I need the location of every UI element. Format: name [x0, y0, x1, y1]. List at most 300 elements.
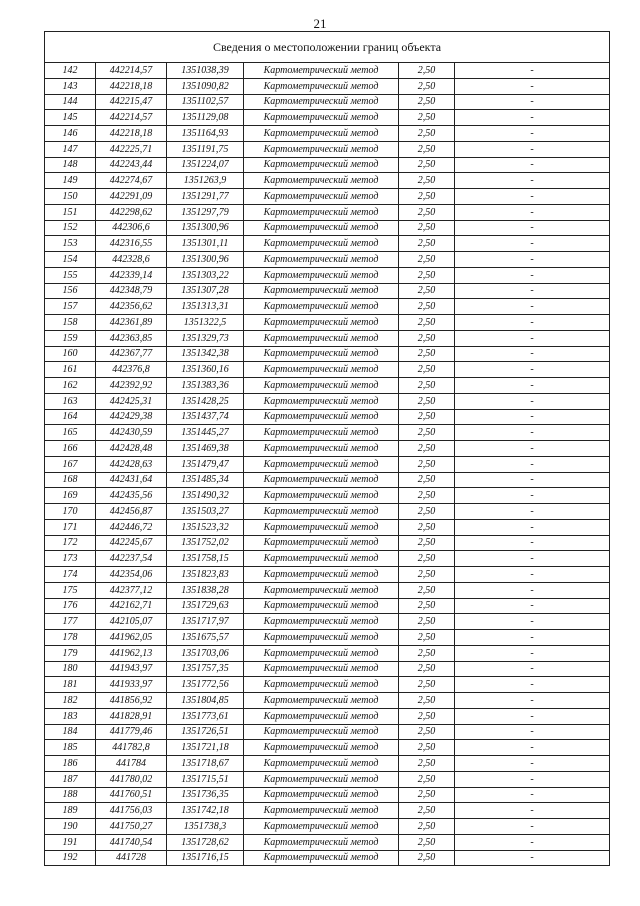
x-coordinate-cell: 442291,09: [96, 189, 167, 205]
x-coordinate-cell: 441856,92: [96, 693, 167, 709]
accuracy-cell: 2,50: [399, 598, 455, 614]
method-cell: Картометрический метод: [244, 378, 399, 394]
point-number-cell: 155: [45, 267, 96, 283]
table-row: [45, 252, 610, 268]
x-coordinate-cell: 442429,38: [96, 409, 167, 425]
description-cell: -: [455, 267, 610, 283]
accuracy-cell: 2,50: [399, 472, 455, 488]
x-coordinate-cell: 442237,54: [96, 551, 167, 567]
point-number-cell: 182: [45, 693, 96, 709]
point-number-cell: 192: [45, 850, 96, 866]
y-coordinate-cell: 1351729,63: [167, 598, 244, 614]
method-cell: Картометрический метод: [244, 819, 399, 835]
x-coordinate-cell: 442356,62: [96, 299, 167, 315]
table-row: [45, 803, 610, 819]
y-coordinate-cell: 1351752,02: [167, 535, 244, 551]
point-number-cell: 187: [45, 771, 96, 787]
table-row: [45, 236, 610, 252]
method-cell: Картометрический метод: [244, 614, 399, 630]
accuracy-cell: 2,50: [399, 204, 455, 220]
method-cell: Картометрический метод: [244, 850, 399, 866]
method-cell: Картометрический метод: [244, 567, 399, 583]
accuracy-cell: 2,50: [399, 299, 455, 315]
description-cell: -: [455, 693, 610, 709]
accuracy-cell: 2,50: [399, 425, 455, 441]
accuracy-cell: 2,50: [399, 252, 455, 268]
y-coordinate-cell: 1351742,18: [167, 803, 244, 819]
x-coordinate-cell: 442430,59: [96, 425, 167, 441]
method-cell: Картометрический метод: [244, 315, 399, 331]
x-coordinate-cell: 442376,8: [96, 362, 167, 378]
point-number-cell: 178: [45, 630, 96, 646]
accuracy-cell: 2,50: [399, 834, 455, 850]
method-cell: Картометрический метод: [244, 834, 399, 850]
x-coordinate-cell: 441780,02: [96, 771, 167, 787]
table-row: [45, 677, 610, 693]
description-cell: -: [455, 834, 610, 850]
y-coordinate-cell: 1351437,74: [167, 409, 244, 425]
y-coordinate-cell: 1351715,51: [167, 771, 244, 787]
y-coordinate-cell: 1351360,16: [167, 362, 244, 378]
method-cell: Картометрический метод: [244, 362, 399, 378]
table-row: [45, 157, 610, 173]
point-number-cell: 161: [45, 362, 96, 378]
y-coordinate-cell: 1351038,39: [167, 63, 244, 79]
x-coordinate-cell: 441784: [96, 756, 167, 772]
description-cell: -: [455, 425, 610, 441]
table-row: [45, 315, 610, 331]
y-coordinate-cell: 1351523,32: [167, 519, 244, 535]
accuracy-cell: 2,50: [399, 519, 455, 535]
description-cell: -: [455, 488, 610, 504]
point-number-cell: 164: [45, 409, 96, 425]
point-number-cell: 159: [45, 330, 96, 346]
x-coordinate-cell: 442218,18: [96, 78, 167, 94]
method-cell: Картометрический метод: [244, 535, 399, 551]
x-coordinate-cell: 441962,13: [96, 645, 167, 661]
point-number-cell: 168: [45, 472, 96, 488]
description-cell: -: [455, 582, 610, 598]
description-cell: -: [455, 204, 610, 220]
point-number-cell: 174: [45, 567, 96, 583]
accuracy-cell: 2,50: [399, 362, 455, 378]
x-coordinate-cell: 441728: [96, 850, 167, 866]
accuracy-cell: 2,50: [399, 330, 455, 346]
description-cell: -: [455, 157, 610, 173]
description-cell: -: [455, 126, 610, 142]
point-number-cell: 180: [45, 661, 96, 677]
x-coordinate-cell: 442354,06: [96, 567, 167, 583]
method-cell: Картометрический метод: [244, 409, 399, 425]
method-cell: Картометрический метод: [244, 330, 399, 346]
point-number-cell: 167: [45, 456, 96, 472]
y-coordinate-cell: 1351224,07: [167, 157, 244, 173]
method-cell: Картометрический метод: [244, 78, 399, 94]
y-coordinate-cell: 1351445,27: [167, 425, 244, 441]
point-number-cell: 177: [45, 614, 96, 630]
point-number-cell: 175: [45, 582, 96, 598]
y-coordinate-cell: 1351291,77: [167, 189, 244, 205]
table-row: [45, 283, 610, 299]
point-number-cell: 181: [45, 677, 96, 693]
y-coordinate-cell: 1351303,22: [167, 267, 244, 283]
method-cell: Картометрический метод: [244, 393, 399, 409]
method-cell: Картометрический метод: [244, 551, 399, 567]
method-cell: Картометрический метод: [244, 630, 399, 646]
description-cell: -: [455, 567, 610, 583]
x-coordinate-cell: 442392,92: [96, 378, 167, 394]
table-row: [45, 173, 610, 189]
point-number-cell: 160: [45, 346, 96, 362]
x-coordinate-cell: 442348,79: [96, 283, 167, 299]
method-cell: Картометрический метод: [244, 645, 399, 661]
x-coordinate-cell: 442298,62: [96, 204, 167, 220]
accuracy-cell: 2,50: [399, 141, 455, 157]
method-cell: Картометрический метод: [244, 582, 399, 598]
description-cell: -: [455, 173, 610, 189]
method-cell: Картометрический метод: [244, 661, 399, 677]
x-coordinate-cell: 441756,03: [96, 803, 167, 819]
table-row: [45, 362, 610, 378]
point-number-cell: 189: [45, 803, 96, 819]
point-number-cell: 162: [45, 378, 96, 394]
accuracy-cell: 2,50: [399, 630, 455, 646]
y-coordinate-cell: 1351164,93: [167, 126, 244, 142]
accuracy-cell: 2,50: [399, 771, 455, 787]
accuracy-cell: 2,50: [399, 283, 455, 299]
x-coordinate-cell: 442214,57: [96, 63, 167, 79]
y-coordinate-cell: 1351823,83: [167, 567, 244, 583]
table-title-row: [45, 32, 610, 63]
point-number-cell: 153: [45, 236, 96, 252]
y-coordinate-cell: 1351757,35: [167, 661, 244, 677]
y-coordinate-cell: 1351721,18: [167, 740, 244, 756]
description-cell: -: [455, 189, 610, 205]
method-cell: Картометрический метод: [244, 220, 399, 236]
table-row: [45, 708, 610, 724]
table-row: [45, 393, 610, 409]
point-number-cell: 190: [45, 819, 96, 835]
method-cell: Картометрический метод: [244, 677, 399, 693]
x-coordinate-cell: 441760,51: [96, 787, 167, 803]
x-coordinate-cell: 442243,44: [96, 157, 167, 173]
table-row: [45, 598, 610, 614]
point-number-cell: 165: [45, 425, 96, 441]
point-number-cell: 146: [45, 126, 96, 142]
method-cell: Картометрический метод: [244, 267, 399, 283]
table-row: [45, 504, 610, 520]
boundary-coordinates-table: [44, 31, 610, 866]
description-cell: -: [455, 614, 610, 630]
table-row: [45, 567, 610, 583]
x-coordinate-cell: 441962,05: [96, 630, 167, 646]
y-coordinate-cell: 1351322,5: [167, 315, 244, 331]
description-cell: -: [455, 740, 610, 756]
x-coordinate-cell: 442274,67: [96, 173, 167, 189]
description-cell: -: [455, 220, 610, 236]
point-number-cell: 183: [45, 708, 96, 724]
table-row: [45, 94, 610, 110]
description-cell: -: [455, 252, 610, 268]
table-row: [45, 582, 610, 598]
table-row: [45, 834, 610, 850]
x-coordinate-cell: 442162,71: [96, 598, 167, 614]
point-number-cell: 154: [45, 252, 96, 268]
description-cell: -: [455, 551, 610, 567]
x-coordinate-cell: 441740,54: [96, 834, 167, 850]
x-coordinate-cell: 442456,87: [96, 504, 167, 520]
accuracy-cell: 2,50: [399, 756, 455, 772]
table-row: [45, 787, 610, 803]
point-number-cell: 173: [45, 551, 96, 567]
description-cell: -: [455, 803, 610, 819]
accuracy-cell: 2,50: [399, 456, 455, 472]
x-coordinate-cell: 442215,47: [96, 94, 167, 110]
table-row: [45, 819, 610, 835]
x-coordinate-cell: 441782,8: [96, 740, 167, 756]
accuracy-cell: 2,50: [399, 850, 455, 866]
method-cell: Картометрический метод: [244, 236, 399, 252]
method-cell: Картометрический метод: [244, 441, 399, 457]
method-cell: Картометрический метод: [244, 693, 399, 709]
method-cell: Картометрический метод: [244, 771, 399, 787]
table-row: [45, 78, 610, 94]
accuracy-cell: 2,50: [399, 94, 455, 110]
table-row: [45, 645, 610, 661]
method-cell: Картометрический метод: [244, 740, 399, 756]
y-coordinate-cell: 1351726,51: [167, 724, 244, 740]
y-coordinate-cell: 1351716,15: [167, 850, 244, 866]
description-cell: -: [455, 519, 610, 535]
table-row: [45, 740, 610, 756]
table-row: [45, 346, 610, 362]
y-coordinate-cell: 1351300,96: [167, 220, 244, 236]
point-number-cell: 142: [45, 63, 96, 79]
point-number-cell: 152: [45, 220, 96, 236]
x-coordinate-cell: 442316,55: [96, 236, 167, 252]
method-cell: Картометрический метод: [244, 803, 399, 819]
accuracy-cell: 2,50: [399, 488, 455, 504]
accuracy-cell: 2,50: [399, 378, 455, 394]
y-coordinate-cell: 1351738,3: [167, 819, 244, 835]
accuracy-cell: 2,50: [399, 740, 455, 756]
method-cell: Картометрический метод: [244, 456, 399, 472]
x-coordinate-cell: 441779,46: [96, 724, 167, 740]
description-cell: -: [455, 472, 610, 488]
x-coordinate-cell: 442361,89: [96, 315, 167, 331]
point-number-cell: 158: [45, 315, 96, 331]
description-cell: -: [455, 378, 610, 394]
y-coordinate-cell: 1351300,96: [167, 252, 244, 268]
table-row: [45, 126, 610, 142]
point-number-cell: 176: [45, 598, 96, 614]
method-cell: Картометрический метод: [244, 346, 399, 362]
accuracy-cell: 2,50: [399, 110, 455, 126]
method-cell: Картометрический метод: [244, 189, 399, 205]
point-number-cell: 179: [45, 645, 96, 661]
point-number-cell: 149: [45, 173, 96, 189]
accuracy-cell: 2,50: [399, 393, 455, 409]
y-coordinate-cell: 1351342,38: [167, 346, 244, 362]
x-coordinate-cell: 442306,6: [96, 220, 167, 236]
method-cell: Картометрический метод: [244, 126, 399, 142]
method-cell: Картометрический метод: [244, 141, 399, 157]
x-coordinate-cell: 441933,97: [96, 677, 167, 693]
y-coordinate-cell: 1351703,06: [167, 645, 244, 661]
method-cell: Картометрический метод: [244, 299, 399, 315]
y-coordinate-cell: 1351490,32: [167, 488, 244, 504]
table-row: [45, 535, 610, 551]
x-coordinate-cell: 442446,72: [96, 519, 167, 535]
point-number-cell: 151: [45, 204, 96, 220]
table-row: [45, 441, 610, 457]
y-coordinate-cell: 1351313,31: [167, 299, 244, 315]
y-coordinate-cell: 1351090,82: [167, 78, 244, 94]
description-cell: -: [455, 645, 610, 661]
x-coordinate-cell: 442431,64: [96, 472, 167, 488]
table-row: [45, 409, 610, 425]
accuracy-cell: 2,50: [399, 708, 455, 724]
y-coordinate-cell: 1351301,11: [167, 236, 244, 252]
method-cell: Картометрический метод: [244, 598, 399, 614]
description-cell: -: [455, 850, 610, 866]
x-coordinate-cell: 441828,91: [96, 708, 167, 724]
point-number-cell: 184: [45, 724, 96, 740]
point-number-cell: 163: [45, 393, 96, 409]
y-coordinate-cell: 1351838,28: [167, 582, 244, 598]
table-row: [45, 425, 610, 441]
table-row: [45, 614, 610, 630]
accuracy-cell: 2,50: [399, 567, 455, 583]
accuracy-cell: 2,50: [399, 693, 455, 709]
y-coordinate-cell: 1351773,61: [167, 708, 244, 724]
description-cell: -: [455, 330, 610, 346]
point-number-cell: 185: [45, 740, 96, 756]
table-row: [45, 456, 610, 472]
x-coordinate-cell: 442339,14: [96, 267, 167, 283]
description-cell: -: [455, 94, 610, 110]
x-coordinate-cell: 442328,6: [96, 252, 167, 268]
y-coordinate-cell: 1351129,08: [167, 110, 244, 126]
table-row: [45, 488, 610, 504]
table-row: [45, 220, 610, 236]
table-title: Сведения о местоположении границ объекта: [45, 32, 610, 63]
description-cell: -: [455, 283, 610, 299]
y-coordinate-cell: 1351469,38: [167, 441, 244, 457]
table-row: [45, 630, 610, 646]
description-cell: -: [455, 393, 610, 409]
accuracy-cell: 2,50: [399, 157, 455, 173]
x-coordinate-cell: 442225,71: [96, 141, 167, 157]
accuracy-cell: 2,50: [399, 236, 455, 252]
accuracy-cell: 2,50: [399, 614, 455, 630]
point-number-cell: 144: [45, 94, 96, 110]
description-cell: -: [455, 630, 610, 646]
point-number-cell: 171: [45, 519, 96, 535]
accuracy-cell: 2,50: [399, 78, 455, 94]
description-cell: -: [455, 708, 610, 724]
accuracy-cell: 2,50: [399, 819, 455, 835]
table-row: [45, 724, 610, 740]
x-coordinate-cell: 442245,67: [96, 535, 167, 551]
method-cell: Картометрический метод: [244, 110, 399, 126]
y-coordinate-cell: 1351675,57: [167, 630, 244, 646]
description-cell: -: [455, 819, 610, 835]
description-cell: -: [455, 535, 610, 551]
accuracy-cell: 2,50: [399, 173, 455, 189]
y-coordinate-cell: 1351718,67: [167, 756, 244, 772]
accuracy-cell: 2,50: [399, 189, 455, 205]
method-cell: Картометрический метод: [244, 756, 399, 772]
table-row: [45, 519, 610, 535]
accuracy-cell: 2,50: [399, 267, 455, 283]
description-cell: -: [455, 63, 610, 79]
description-cell: -: [455, 236, 610, 252]
y-coordinate-cell: 1351736,35: [167, 787, 244, 803]
point-number-cell: 170: [45, 504, 96, 520]
point-number-cell: 188: [45, 787, 96, 803]
point-number-cell: 143: [45, 78, 96, 94]
x-coordinate-cell: 442425,31: [96, 393, 167, 409]
x-coordinate-cell: 442435,56: [96, 488, 167, 504]
y-coordinate-cell: 1351263,9: [167, 173, 244, 189]
table-row: [45, 693, 610, 709]
y-coordinate-cell: 1351485,34: [167, 472, 244, 488]
description-cell: -: [455, 299, 610, 315]
point-number-cell: 172: [45, 535, 96, 551]
description-cell: -: [455, 598, 610, 614]
accuracy-cell: 2,50: [399, 645, 455, 661]
method-cell: Картометрический метод: [244, 519, 399, 535]
y-coordinate-cell: 1351297,79: [167, 204, 244, 220]
method-cell: Картометрический метод: [244, 425, 399, 441]
table-row: [45, 771, 610, 787]
method-cell: Картометрический метод: [244, 283, 399, 299]
y-coordinate-cell: 1351758,15: [167, 551, 244, 567]
method-cell: Картометрический метод: [244, 157, 399, 173]
y-coordinate-cell: 1351383,36: [167, 378, 244, 394]
accuracy-cell: 2,50: [399, 677, 455, 693]
description-cell: -: [455, 677, 610, 693]
x-coordinate-cell: 442428,48: [96, 441, 167, 457]
table-row: [45, 756, 610, 772]
accuracy-cell: 2,50: [399, 724, 455, 740]
method-cell: Картометрический метод: [244, 63, 399, 79]
x-coordinate-cell: 442367,77: [96, 346, 167, 362]
point-number-cell: 156: [45, 283, 96, 299]
accuracy-cell: 2,50: [399, 441, 455, 457]
x-coordinate-cell: 442428,63: [96, 456, 167, 472]
description-cell: -: [455, 141, 610, 157]
description-cell: -: [455, 504, 610, 520]
method-cell: Картометрический метод: [244, 708, 399, 724]
table-row: [45, 267, 610, 283]
accuracy-cell: 2,50: [399, 535, 455, 551]
accuracy-cell: 2,50: [399, 409, 455, 425]
point-number-cell: 186: [45, 756, 96, 772]
y-coordinate-cell: 1351102,57: [167, 94, 244, 110]
y-coordinate-cell: 1351717,97: [167, 614, 244, 630]
y-coordinate-cell: 1351428,25: [167, 393, 244, 409]
point-number-cell: 148: [45, 157, 96, 173]
y-coordinate-cell: 1351804,85: [167, 693, 244, 709]
description-cell: -: [455, 771, 610, 787]
page-number: 21: [313, 16, 327, 31]
x-coordinate-cell: 442363,85: [96, 330, 167, 346]
point-number-cell: 166: [45, 441, 96, 457]
description-cell: -: [455, 661, 610, 677]
description-cell: -: [455, 315, 610, 331]
